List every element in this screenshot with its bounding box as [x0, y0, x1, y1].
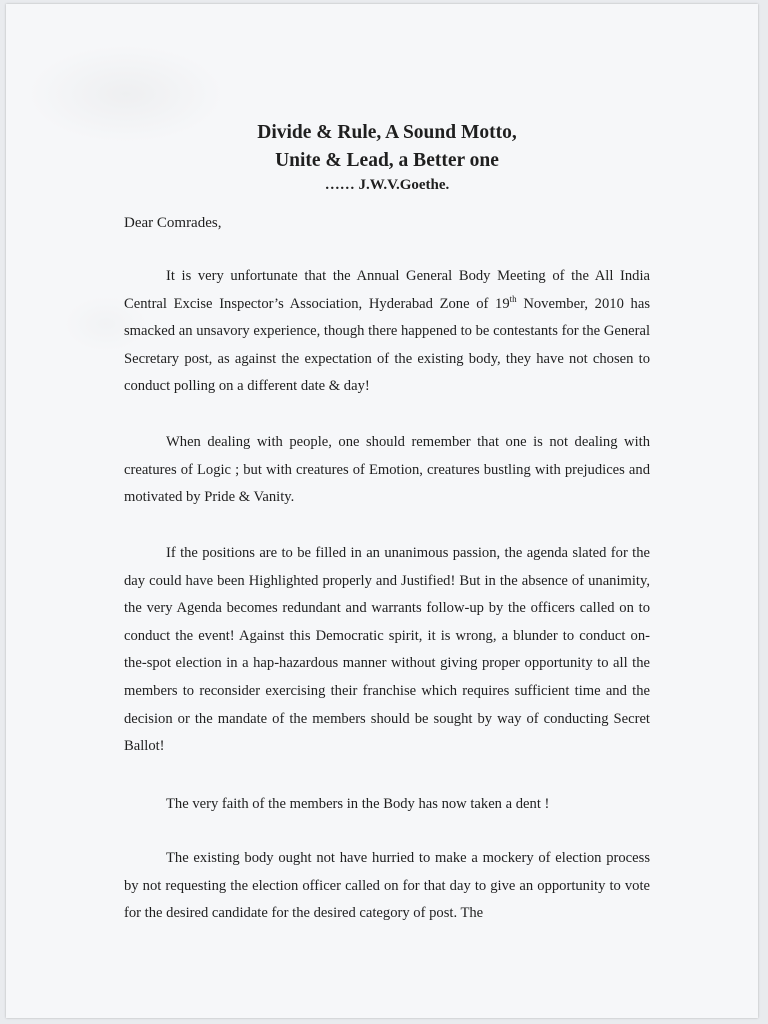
paragraph-3: If the positions are to be filled in an unanimous passion, the agenda slated for the day could have been Highlighted properly and Justified! But in the absence of unanimity, the very Agenda becomes redundant and warrants follow-up by the officers called on to conduct the event! Against this Democratic spirit, it is wrong, a blunder to conduct on-the-spot election in a hap-hazardous manner without giving proper opportunity to all the members to reconsider exercising their franchise which requires sufficient time and the decision or the mandate of the members should be sought by way of conducting Secret Ballot!	[124, 545, 650, 755]
salutation: Dear Comrades,	[124, 215, 222, 231]
attribution: …… J.W.V.Goethe.	[324, 177, 450, 193]
title-line-2: Unite & Lead, a Better one	[275, 150, 499, 171]
title-line-1: Divide & Rule, A Sound Motto,	[257, 122, 517, 143]
ordinal-suffix: th	[509, 293, 517, 304]
paragraph-2: When dealing with people, one should remember that one is not dealing with creatures of Logic ; but with creatures of Emotion, creatures bustling with prejudices and motivated by Pride & Vanity.	[124, 434, 650, 506]
paragraph-1-text: It is very unfortunate that the Annual General Body Meeting of the All India Central Excise Inspector’s Association, Hyderabad Zone of 19	[124, 268, 650, 312]
paragraph-5: The existing body ought not have hurried to make a mockery of election process by not requesting the election officer called on for that day to give an opportunity to vote for the desired candidate for the desired category of post. The	[124, 850, 650, 922]
paragraph-1	[124, 263, 650, 401]
paragraph-1-text-cont: November, 2010 has smacked an unsavory experience, though there happened to be contestants for the General Secretary post, as against the expectation of the existing body, they have not chosen to conduct polling on a different date & day!	[124, 295, 650, 395]
document-page	[6, 4, 758, 1018]
paragraph-4: The very faith of the members in the Body has now taken a dent !	[166, 796, 550, 812]
